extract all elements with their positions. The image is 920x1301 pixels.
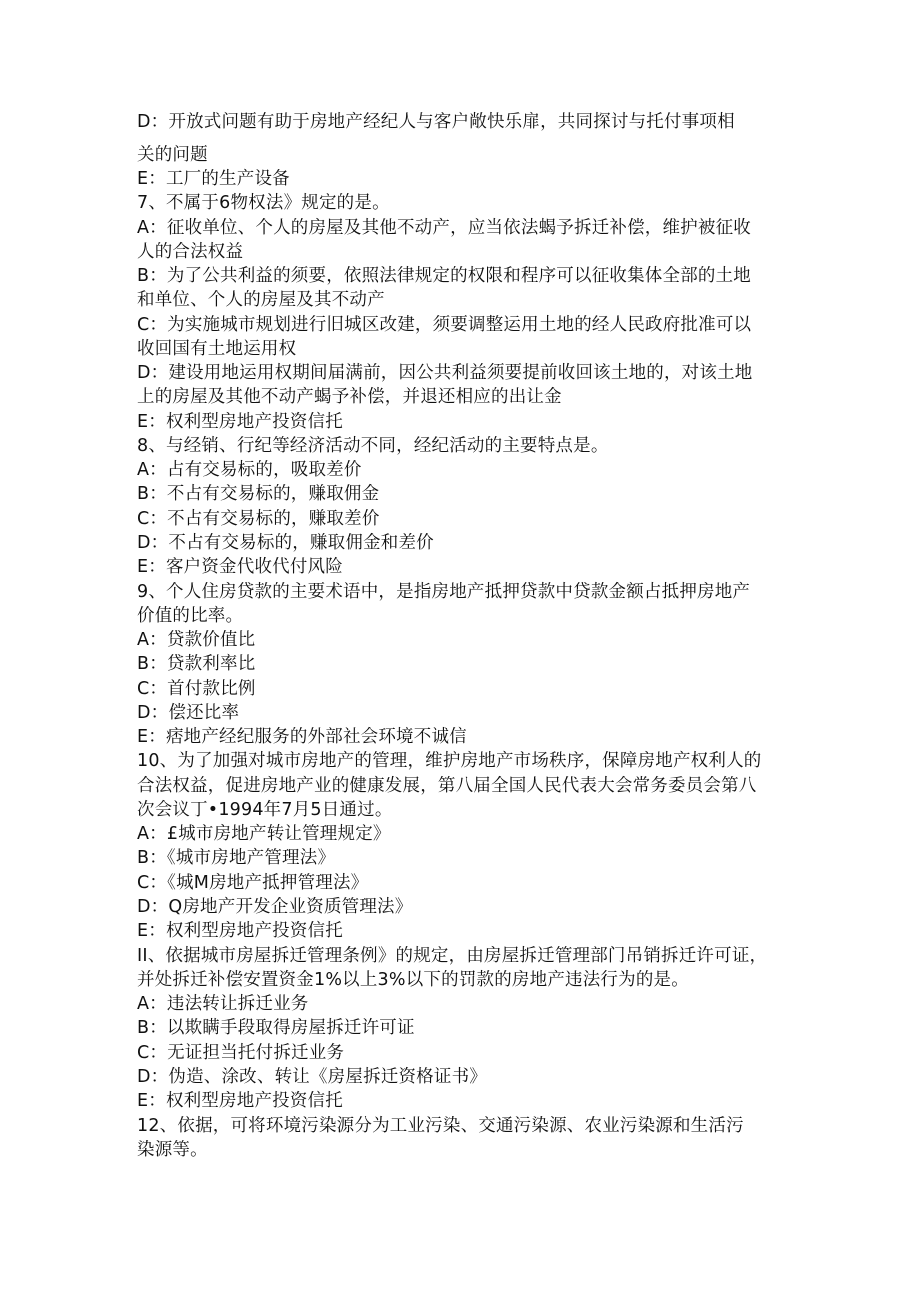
text-line: A：违法转让拆迁业务	[137, 994, 309, 1014]
text-line: 7、不属于6物权法》规定的是。	[137, 193, 390, 213]
text-line: 收回国有土地运用权	[137, 339, 297, 359]
text-line: A：贷款价值比	[137, 630, 256, 650]
text-line: E：工厂的生产设备	[137, 169, 290, 189]
text-line: E：权利型房地产投资信托	[137, 412, 343, 432]
text-line: C：首付款比例	[137, 679, 256, 699]
text-line: 合法权益，促进房地产业的健康发展，第八届全国人民代表大会常务委员会第八	[137, 776, 757, 796]
text-line: 并处拆迁补偿安置资金1%以上3%以下的罚款的房地产违法行为的是。	[137, 970, 689, 990]
text-line: 关的问题	[137, 145, 208, 165]
text-line: A：占有交易标的，吸取差价	[137, 460, 362, 480]
text-line: D：建设用地运用权期间届满前，因公共利益须要提前收回该土地的，对该土地	[137, 363, 753, 383]
text-line: D：不占有交易标的，赚取佣金和差价	[137, 533, 434, 553]
text-line: 上的房屋及其他不动产蝎予补偿，并退还相应的出让金	[137, 387, 562, 407]
text-line: 10、为了加强对城市房地产的管理，维护房地产市场秩序，保障房地产权利人的	[137, 751, 762, 771]
text-line: B：为了公共利益的须要，依照法律规定的权限和程序可以征收集体全部的土地	[137, 266, 752, 286]
text-line: 染源等。	[137, 1140, 208, 1160]
text-line: 9、个人住房贷款的主要术语中，是指房地产抵押贷款中贷款金额占抵押房地产	[137, 582, 751, 602]
text-line: D：Q房地产开发企业资质管理法》	[137, 897, 413, 917]
text-line: E：客户资金代收代付风险	[137, 557, 343, 577]
text-line: A：£城市房地产转让管理规定》	[137, 824, 391, 844]
text-line: II、依据城市房屋拆迁管理条例》的规定，由房屋拆迁管理部门吊销拆迁许可证，	[137, 946, 768, 966]
text-line: C：为实施城市规划进行旧城区改建，须要调整运用土地的经人民政府批准可以	[137, 315, 752, 335]
text-line: 人的合法权益	[137, 242, 244, 262]
text-line: E：权利型房地产投资信托	[137, 921, 343, 941]
text-line: B：不占有交易标的，赚取佣金	[137, 484, 380, 504]
text-line: 次会议丁•1994年7月5日通过。	[137, 800, 393, 820]
text-line: B：以欺瞒手段取得房屋拆迁许可证	[137, 1018, 415, 1038]
text-line: C：《城M房地产抵押管理法》	[137, 873, 369, 893]
text-line: D：伪造、涂改、转让《房屋拆迁资格证书》	[137, 1067, 487, 1087]
text-line: 8、与经销、行纪等经济活动不同，经纪活动的主要特点是。	[137, 436, 609, 456]
text-line: D：偿还比率	[137, 703, 240, 723]
text-line: C：不占有交易标的，赚取差价	[137, 509, 380, 529]
text-line: 和单位、个人的房屋及其不动产	[137, 290, 385, 310]
text-line: B：贷款利率比	[137, 654, 256, 674]
text-line: E：权利型房地产投资信托	[137, 1091, 343, 1111]
text-line: D：开放式问题有助于房地产经纪人与客户敞快乐扉，共同探讨与托付事项相	[137, 112, 735, 132]
text-line: A：征收单位、个人的房屋及其他不动产，应当依法蝎予拆迁补偿，维护被征收	[137, 218, 751, 238]
text-line: 价值的比率。	[137, 606, 244, 626]
text-line: B：《城市房地产管理法》	[137, 848, 336, 868]
text-line: E：痞地产经纪服务的外部社会环境不诚信	[137, 727, 467, 747]
text-line: 12、依据，可将环境污染源分为工业污染、交通污染源、农业污染源和生活污	[137, 1116, 744, 1136]
text-line: C：无证担当托付拆迁业务	[137, 1043, 345, 1063]
